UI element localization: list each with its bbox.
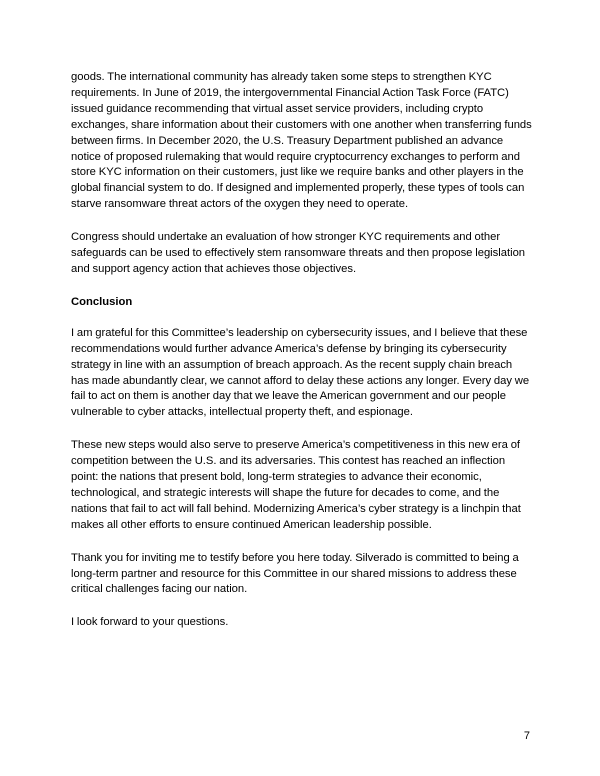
paragraph-kyc-steps: goods. The international community has already taken some steps to strengthen KYC requirements. In June of 2019, the intergovernmental Financial Action Task Force (FATC) issued guidance recommending that virtual asset service providers, including crypto exchanges, share information about their customers with one another when transferring funds between firms. In December 2020, the U.S. Treasury Department published an advance notice of proposed rulemaking that would require cryptocurrency exchanges to perform and store KYC information on their customers, just like we require banks and other players in the global financial system to do. If designed and implemented properly, these types of tools can starve ransomware threat actors of the oxygen they need to operate. (71, 71, 532, 211)
paragraph-congress-evaluation: Congress should undertake an evaluation of how stronger KYC requirements and other safeguards can be used to effectively stem ransomware threats and then propose legislation and support agency action that achieves those objectives. (71, 231, 526, 275)
page-number: 7 (523, 730, 530, 742)
paragraph-thank-you: Thank you for inviting me to testify before you here today. Silverado is committed to being a long-term partner and resource for this Committee in our shared missions to address these critical challenges facing our nation. (71, 551, 519, 596)
paragraph-gratitude: I am grateful for this Committee’s leadership on cybersecurity issues, and I believe that these recommendations would further advance America’s defense by bringing its cybersecurity strategy in line with an assumption of breach approach. As the recent supply chain breach has made abundantly clear, we cannot afford to delay these actions any longer. Every day we fail to act on them is another day that we leave the American government and our people vulnerable to cyber attacks, intellectual property theft, and espionage. (71, 326, 530, 419)
paragraph-competitiveness: These new steps would also serve to preserve America’s competitiveness in this new era of competition between the U.S. and its adversaries. This contest has reached an inflection point: the nations that present bold, long-term strategies to advance their economic, technological, and strategic interests will shape the future for decades to come, and the nations that fail to act will fall behind. Modernizing America’s cyber strategy is a linchpin that makes all other efforts to ensure continued American leadership possible. (71, 439, 521, 531)
section-heading-conclusion: Conclusion (71, 295, 133, 308)
paragraph-questions: I look forward to your questions. (71, 616, 229, 629)
document-body (71, 70, 533, 648)
